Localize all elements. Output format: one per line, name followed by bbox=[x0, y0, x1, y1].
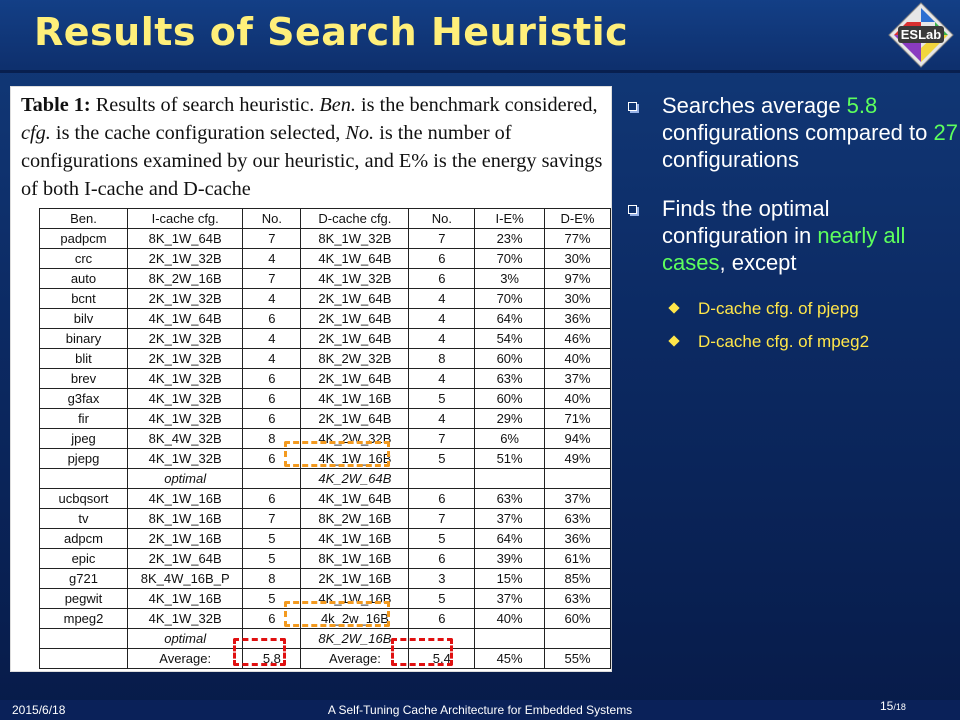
table-row bbox=[40, 489, 611, 509]
results-table bbox=[39, 208, 611, 669]
table-row bbox=[40, 649, 611, 669]
table-cell: 6 bbox=[243, 309, 301, 329]
table-cell: 7 bbox=[409, 429, 475, 449]
table-cell: binary bbox=[40, 329, 128, 349]
mpeg2-dcache-highlight bbox=[284, 601, 390, 627]
column-header: No. bbox=[409, 209, 475, 229]
table-cell: 30% bbox=[545, 249, 611, 269]
table-cell: 4K_1W_16B bbox=[301, 449, 409, 469]
table-cell: 2K_1W_32B bbox=[127, 289, 242, 309]
table-cell: 8K_1W_16B bbox=[127, 509, 242, 529]
table-cell: 2K_1W_32B bbox=[127, 249, 242, 269]
table-cell: 8 bbox=[409, 349, 475, 369]
table-cell: 63% bbox=[475, 369, 545, 389]
table-cell: 60% bbox=[475, 349, 545, 369]
table-cell: 4 bbox=[243, 289, 301, 309]
table-cell: 37% bbox=[475, 509, 545, 529]
table-cell: 29% bbox=[475, 409, 545, 429]
table-row bbox=[40, 369, 611, 389]
table-cell: 4K_1W_64B bbox=[301, 489, 409, 509]
bullet-1-value-avg: 5.8 bbox=[846, 93, 878, 118]
table-cell: mpeg2 bbox=[40, 609, 128, 629]
table-cell: 40% bbox=[545, 349, 611, 369]
table-row bbox=[40, 349, 611, 369]
table-cell: 7 bbox=[409, 509, 475, 529]
table-cell: 54% bbox=[475, 329, 545, 349]
table-cell: 6 bbox=[243, 609, 301, 629]
table-cell: 5.8 bbox=[243, 649, 301, 669]
bullet-searches-average bbox=[628, 92, 958, 173]
table-row bbox=[40, 329, 611, 349]
table-cell: 15% bbox=[475, 569, 545, 589]
table-row bbox=[40, 529, 611, 549]
table-cell: 5 bbox=[409, 589, 475, 609]
table-cell: 4K_1W_32B bbox=[127, 449, 242, 469]
table-cell: 70% bbox=[475, 249, 545, 269]
table-cell: 6% bbox=[475, 429, 545, 449]
table-cell: 77% bbox=[545, 229, 611, 249]
bullet-finds-optimal bbox=[628, 195, 958, 276]
table-cell: epic bbox=[40, 549, 128, 569]
table-row bbox=[40, 269, 611, 289]
table-cell: 3% bbox=[475, 269, 545, 289]
table-cell: 2K_1W_64B bbox=[301, 289, 409, 309]
sub-bullet-pjepg bbox=[628, 298, 958, 320]
table-cell: jpeg bbox=[40, 429, 128, 449]
table-row bbox=[40, 509, 611, 529]
table-cell: 8K_1W_64B bbox=[127, 229, 242, 249]
eslab-logo bbox=[888, 2, 954, 68]
table-row bbox=[40, 469, 611, 489]
bullet-1-text-a: Searches average bbox=[662, 93, 847, 118]
table-cell: 4K_1W_64B bbox=[301, 249, 409, 269]
table-cell: 8K_2W_16B bbox=[301, 629, 409, 649]
table-cell: 61% bbox=[545, 549, 611, 569]
table-cell: 8 bbox=[243, 569, 301, 589]
table-cell: brev bbox=[40, 369, 128, 389]
table-cell: 2K_1W_16B bbox=[301, 569, 409, 589]
table-cell: 4 bbox=[409, 289, 475, 309]
table-cell: 40% bbox=[475, 609, 545, 629]
table-header-row bbox=[40, 209, 611, 229]
table-cell: 6 bbox=[409, 489, 475, 509]
table-cell: 4K_1W_16B bbox=[127, 489, 242, 509]
table-cell: 4K_2W_64B bbox=[301, 469, 409, 489]
table-cell: 4K_1W_32B bbox=[127, 389, 242, 409]
table-cell: 4K_1W_64B bbox=[127, 309, 242, 329]
table-cell: 4 bbox=[243, 249, 301, 269]
table-cell: 46% bbox=[545, 329, 611, 349]
table-cell: 2K_1W_64B bbox=[301, 309, 409, 329]
table-cell: 85% bbox=[545, 569, 611, 589]
column-header: I-E% bbox=[475, 209, 545, 229]
page-total: /18 bbox=[893, 702, 906, 712]
avg-dcache-no-highlight bbox=[391, 638, 453, 666]
table-cell: 8K_2W_16B bbox=[301, 509, 409, 529]
table-cell: tv bbox=[40, 509, 128, 529]
table-cell: bcnt bbox=[40, 289, 128, 309]
bullet-1-value-total: 27 bbox=[933, 120, 958, 145]
caption-cfg: cfg. bbox=[21, 122, 51, 144]
table-cell: 5 bbox=[409, 529, 475, 549]
column-header: D-cache cfg. bbox=[301, 209, 409, 229]
bullet-list bbox=[628, 92, 958, 364]
table-cell bbox=[545, 629, 611, 649]
table-cell: 5 bbox=[409, 389, 475, 409]
table-cell bbox=[243, 469, 301, 489]
slide-title: Results of Search Heuristic bbox=[34, 10, 629, 54]
table-cell: g3fax bbox=[40, 389, 128, 409]
table-cell: Average: bbox=[301, 649, 409, 669]
table-cell: 6 bbox=[243, 389, 301, 409]
table-cell: 2K_1W_32B bbox=[127, 329, 242, 349]
table-cell: 5.4 bbox=[409, 649, 475, 669]
table-cell: 8 bbox=[243, 429, 301, 449]
table-cell: 39% bbox=[475, 549, 545, 569]
table-cell: 4K_1W_16B bbox=[301, 589, 409, 609]
footer-page-number bbox=[880, 699, 906, 713]
table-cell: 37% bbox=[475, 589, 545, 609]
table-cell: optimal bbox=[127, 469, 242, 489]
table-row bbox=[40, 249, 611, 269]
table-cell: crc bbox=[40, 249, 128, 269]
table-cell: 36% bbox=[545, 529, 611, 549]
diamond-bullet-icon bbox=[668, 302, 679, 313]
caption-ben: Ben. bbox=[319, 94, 356, 116]
table-cell: 63% bbox=[545, 509, 611, 529]
table-cell: 7 bbox=[243, 269, 301, 289]
table-cell: 2K_1W_64B bbox=[301, 409, 409, 429]
table-row bbox=[40, 229, 611, 249]
table-cell: fir bbox=[40, 409, 128, 429]
table-cell: 30% bbox=[545, 289, 611, 309]
table-cell: Average: bbox=[127, 649, 242, 669]
table-cell: 36% bbox=[545, 309, 611, 329]
table-cell: 60% bbox=[545, 609, 611, 629]
column-header: Ben. bbox=[40, 209, 128, 229]
table-cell: 8K_4W_16B_P bbox=[127, 569, 242, 589]
caption-part-1: Results of search heuristic. bbox=[90, 94, 320, 116]
table-cell: 4k_2w_16B bbox=[301, 609, 409, 629]
table-cell: 4K_2W_32B bbox=[301, 429, 409, 449]
table-cell: 63% bbox=[475, 489, 545, 509]
table-cell bbox=[475, 469, 545, 489]
table-cell bbox=[409, 469, 475, 489]
table-cell: 6 bbox=[243, 449, 301, 469]
table-row bbox=[40, 409, 611, 429]
table-cell: 4K_1W_16B bbox=[301, 529, 409, 549]
table-cell: auto bbox=[40, 269, 128, 289]
table-cell: 70% bbox=[475, 289, 545, 309]
avg-icache-no-highlight bbox=[233, 638, 286, 666]
table-cell: 37% bbox=[545, 489, 611, 509]
table-cell: 8K_4W_32B bbox=[127, 429, 242, 449]
table-cell: 4 bbox=[409, 409, 475, 429]
table-cell: 6 bbox=[409, 549, 475, 569]
table-cell bbox=[40, 649, 128, 669]
bullet-2-text-a: Finds the optimal configuration in bbox=[662, 196, 830, 248]
table-cell: 23% bbox=[475, 229, 545, 249]
table-cell: 64% bbox=[475, 309, 545, 329]
table-cell: 4 bbox=[409, 369, 475, 389]
table-cell: blit bbox=[40, 349, 128, 369]
title-divider bbox=[0, 70, 960, 73]
results-table-figure bbox=[10, 86, 612, 672]
table-cell bbox=[475, 629, 545, 649]
bullet-2-highlight: nearly all cases bbox=[662, 223, 906, 275]
table-cell: pegwit bbox=[40, 589, 128, 609]
table-cell: 8K_2W_32B bbox=[301, 349, 409, 369]
table-cell bbox=[40, 629, 128, 649]
table-cell: 64% bbox=[475, 529, 545, 549]
table-cell: 40% bbox=[545, 389, 611, 409]
table-cell: 6 bbox=[409, 269, 475, 289]
table-cell: 4K_1W_16B bbox=[127, 589, 242, 609]
table-cell: pjepg bbox=[40, 449, 128, 469]
table-cell: 6 bbox=[409, 609, 475, 629]
table-row bbox=[40, 289, 611, 309]
table-cell: 2K_1W_16B bbox=[127, 529, 242, 549]
table-cell: 51% bbox=[475, 449, 545, 469]
table-cell bbox=[545, 469, 611, 489]
table-cell: bilv bbox=[40, 309, 128, 329]
table-cell: 6 bbox=[243, 409, 301, 429]
footer-date: 2015/6/18 bbox=[12, 703, 66, 717]
column-header: I-cache cfg. bbox=[127, 209, 242, 229]
table-cell: 5 bbox=[409, 449, 475, 469]
table-caption bbox=[21, 91, 606, 203]
column-header: No. bbox=[243, 209, 301, 229]
column-header: D-E% bbox=[545, 209, 611, 229]
page-current: 15 bbox=[880, 699, 894, 713]
table-row bbox=[40, 569, 611, 589]
table-cell: adpcm bbox=[40, 529, 128, 549]
table-cell: 7 bbox=[243, 229, 301, 249]
table-cell: 6 bbox=[243, 489, 301, 509]
caption-label: Table 1: bbox=[21, 94, 91, 116]
caption-part-2: is the benchmark considered, bbox=[355, 94, 598, 116]
table-cell: g721 bbox=[40, 569, 128, 589]
table-cell: padpcm bbox=[40, 229, 128, 249]
table-cell: 4K_1W_32B bbox=[127, 609, 242, 629]
square-bullet-icon bbox=[628, 205, 637, 214]
table-cell: 2K_1W_64B bbox=[127, 549, 242, 569]
table-cell: 94% bbox=[545, 429, 611, 449]
pjepg-dcache-highlight bbox=[284, 441, 390, 467]
logo-text: ESLab bbox=[900, 27, 942, 42]
table-cell: 4 bbox=[409, 329, 475, 349]
diamond-bullet-icon bbox=[668, 335, 679, 346]
bullet-1-text-b: configurations compared to bbox=[662, 120, 934, 145]
table-cell: 6 bbox=[409, 249, 475, 269]
table-cell: 2K_1W_64B bbox=[301, 329, 409, 349]
table-cell: 8K_1W_16B bbox=[301, 549, 409, 569]
table-cell: 8K_2W_16B bbox=[127, 269, 242, 289]
table-cell: 4K_1W_32B bbox=[301, 269, 409, 289]
table-cell: 2K_1W_64B bbox=[301, 369, 409, 389]
table-cell: 4K_1W_32B bbox=[127, 369, 242, 389]
table-cell: 7 bbox=[243, 509, 301, 529]
caption-no: No. bbox=[345, 122, 375, 144]
sub-bullet-mpeg2 bbox=[628, 331, 958, 353]
table-cell: 8K_1W_32B bbox=[301, 229, 409, 249]
table-cell: 71% bbox=[545, 409, 611, 429]
table-cell: 45% bbox=[475, 649, 545, 669]
table-cell: ucbqsort bbox=[40, 489, 128, 509]
table-cell: 4K_1W_32B bbox=[127, 409, 242, 429]
bullet-1-text-c: configurations bbox=[662, 147, 799, 172]
table-cell: 37% bbox=[545, 369, 611, 389]
table-cell: 3 bbox=[409, 569, 475, 589]
table-cell: 55% bbox=[545, 649, 611, 669]
table-row bbox=[40, 549, 611, 569]
footer-title: A Self-Tuning Cache Architecture for Embedded Systems bbox=[327, 703, 633, 717]
table-row bbox=[40, 629, 611, 649]
table-cell: 97% bbox=[545, 269, 611, 289]
bullet-2-text-b: , except bbox=[719, 250, 797, 275]
square-bullet-icon bbox=[628, 102, 637, 111]
table-cell: 4 bbox=[409, 309, 475, 329]
sub-bullet-1-text: D-cache cfg. of pjepg bbox=[698, 299, 859, 318]
table-cell: optimal bbox=[127, 629, 242, 649]
table-cell: 2K_1W_32B bbox=[127, 349, 242, 369]
sub-bullet-2-text: D-cache cfg. of mpeg2 bbox=[698, 332, 870, 351]
table-cell: 60% bbox=[475, 389, 545, 409]
table-cell: 4 bbox=[243, 329, 301, 349]
table-cell: 7 bbox=[409, 229, 475, 249]
table-cell: 5 bbox=[243, 589, 301, 609]
table-cell: 4K_1W_16B bbox=[301, 389, 409, 409]
table-cell: 5 bbox=[243, 549, 301, 569]
table-cell: 6 bbox=[243, 369, 301, 389]
table-cell: 49% bbox=[545, 449, 611, 469]
table-cell: 63% bbox=[545, 589, 611, 609]
table-cell: 4 bbox=[243, 349, 301, 369]
table-cell: 5 bbox=[243, 529, 301, 549]
table-row bbox=[40, 389, 611, 409]
caption-part-4: is the number of configurations examined by our heuristic, and E% is the energy savings of both I-cache and D-cache bbox=[21, 122, 603, 200]
caption-part-3: is the cache configuration selected, bbox=[50, 122, 346, 144]
table-row bbox=[40, 309, 611, 329]
table-cell bbox=[40, 469, 128, 489]
